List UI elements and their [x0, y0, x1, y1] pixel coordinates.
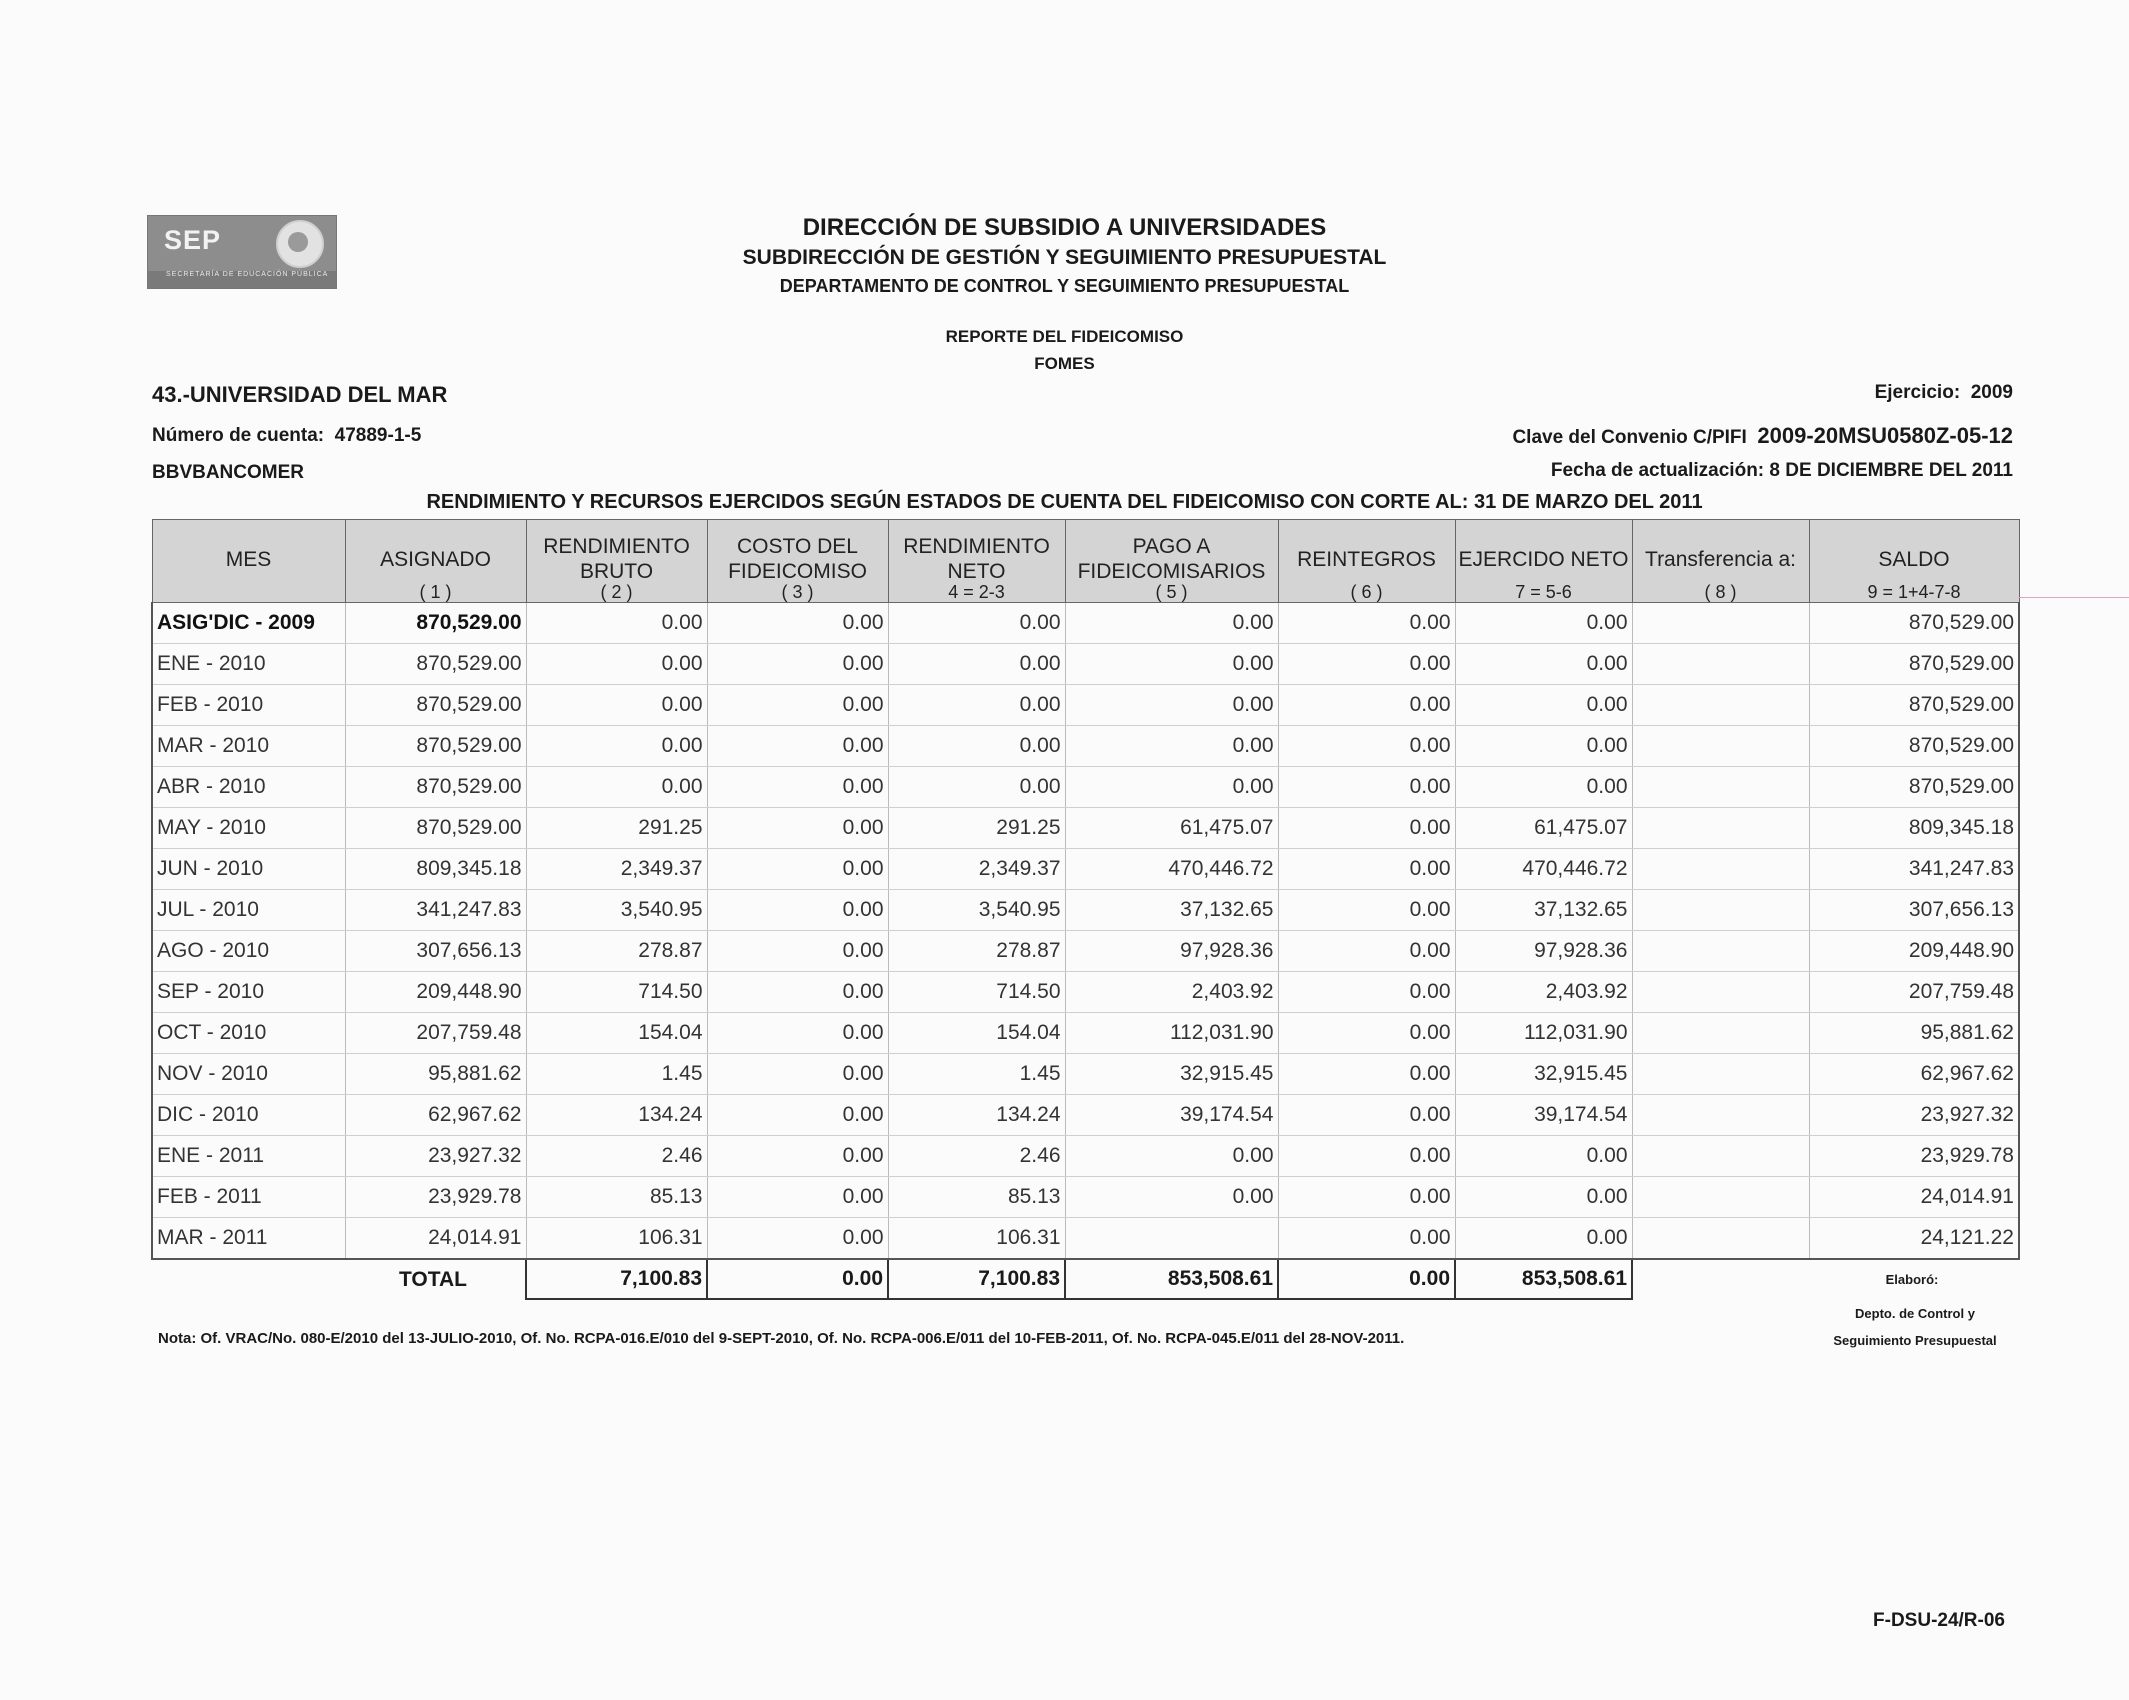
account-value: 47889-1-5 [334, 425, 422, 446]
col-rendimiento-bruto: RENDIMIENTO BRUTO ( 2 ) [526, 520, 707, 603]
row-month: ENE - 2010 [152, 644, 345, 685]
row-month: AGO - 2010 [152, 931, 345, 972]
table-cell: 0.00 [707, 644, 888, 685]
table-cell: 23,927.32 [345, 1136, 526, 1177]
report-title: REPORTE DEL FIDEICOMISO [945, 327, 1184, 346]
table-cell: 32,915.45 [1455, 1054, 1632, 1095]
table-cell: 0.00 [707, 972, 888, 1013]
col-reintegros: REINTEGROS ( 6 ) [1278, 520, 1455, 603]
elaboro-label: Elaboró: [1885, 1272, 1939, 1287]
col-ejercido-neto: EJERCIDO NETO 7 = 5-6 [1455, 520, 1632, 603]
fideicomiso-table [151, 519, 2020, 1300]
table-cell: 0.00 [707, 685, 888, 726]
table-cell: 37,132.65 [1065, 890, 1278, 931]
table-cell: 307,656.13 [345, 931, 526, 972]
totals-row [152, 1259, 2019, 1299]
table-cell [1632, 1095, 1809, 1136]
table-row [152, 890, 2019, 931]
table-cell: 0.00 [526, 685, 707, 726]
table-cell [1632, 1013, 1809, 1054]
update-date [1551, 460, 2013, 482]
table-cell: 0.00 [707, 1095, 888, 1136]
table-cell: 85.13 [888, 1177, 1065, 1218]
table-row [152, 1013, 2019, 1054]
depto-line-2: Seguimiento Presupuestal [1833, 1333, 1997, 1348]
table-cell: 0.00 [1455, 603, 1632, 644]
table-cell: 2.46 [526, 1136, 707, 1177]
table-cell: 209,448.90 [1809, 931, 2019, 972]
table-cell: 0.00 [1278, 1095, 1455, 1136]
table-cell: 62,967.62 [1809, 1054, 2019, 1095]
table-cell: 134.24 [888, 1095, 1065, 1136]
table-cell: 95,881.62 [345, 1054, 526, 1095]
table-cell: 209,448.90 [345, 972, 526, 1013]
table-cell: 0.00 [1278, 767, 1455, 808]
table-cell: 23,929.78 [345, 1177, 526, 1218]
row-month: NOV - 2010 [152, 1054, 345, 1095]
margin-mark [2018, 597, 2129, 598]
col-rendimiento-neto: RENDIMIENTO NETO 4 = 2-3 [888, 520, 1065, 603]
header-department: DEPARTAMENTO DE CONTROL Y SEGUIMIENTO PRESUPUESTAL [779, 276, 1350, 296]
fund-name: FOMES [1034, 354, 1095, 373]
table-row [152, 685, 2019, 726]
table-cell: 870,529.00 [345, 644, 526, 685]
table-cell: 0.00 [1278, 1054, 1455, 1095]
table-cell: 0.00 [1455, 1136, 1632, 1177]
fecha-label: Fecha de actualización: [1550, 460, 1765, 481]
table-cell: 870,529.00 [1809, 767, 2019, 808]
table-cell: 714.50 [526, 972, 707, 1013]
row-month: JUL - 2010 [152, 890, 345, 931]
table-row [152, 726, 2019, 767]
table-cell: 470,446.72 [1065, 849, 1278, 890]
total-costo: 0.00 [707, 1259, 888, 1299]
table-cell: 0.00 [526, 644, 707, 685]
table-cell: 341,247.83 [1809, 849, 2019, 890]
table-cell: 0.00 [707, 726, 888, 767]
table-row [152, 603, 2019, 644]
table-cell: 2,349.37 [526, 849, 707, 890]
table-cell [1632, 685, 1809, 726]
table-cell: 0.00 [1065, 603, 1278, 644]
table-cell: 23,927.32 [1809, 1095, 2019, 1136]
table-cell: 112,031.90 [1065, 1013, 1278, 1054]
table-cell: 0.00 [1278, 1177, 1455, 1218]
row-month: OCT - 2010 [152, 1013, 345, 1054]
elaboro-department [1810, 1300, 2020, 1354]
footnote: Nota: Of. VRAC/No. 080-E/2010 del 13-JULIO-2010, Of. No. RCPA-016.E/010 del 9-SEPT-2010, Of. No. RCPA-006.E/011 del 10-FEB-2011, Of. No. RCPA-045.E/011 del 28-NOV-2011. [158, 1330, 1405, 1347]
ejercicio-label: Ejercicio: [1874, 382, 1961, 403]
table-row [152, 849, 2019, 890]
table-cell [1632, 849, 1809, 890]
table-cell: 307,656.13 [1809, 890, 2019, 931]
table-cell: 0.00 [707, 1218, 888, 1260]
table-cell [1632, 1136, 1809, 1177]
table-cell: 0.00 [1278, 1013, 1455, 1054]
table-cell: 24,121.22 [1809, 1218, 2019, 1260]
table-cell: 291.25 [888, 808, 1065, 849]
table-cell: 2,403.92 [1065, 972, 1278, 1013]
table-cell: 0.00 [1065, 726, 1278, 767]
table-cell: 870,529.00 [1809, 726, 2019, 767]
table-row [152, 972, 2019, 1013]
table-cell: 61,475.07 [1455, 808, 1632, 849]
table-cell: 870,529.00 [1809, 685, 2019, 726]
table-cell: 0.00 [707, 808, 888, 849]
table-cell: 0.00 [1278, 644, 1455, 685]
table-cell: 61,475.07 [1065, 808, 1278, 849]
table-cell: 112,031.90 [1455, 1013, 1632, 1054]
table-cell: 470,446.72 [1455, 849, 1632, 890]
university-name: 43.-UNIVERSIDAD DEL MAR [152, 382, 448, 407]
table-cell: 32,915.45 [1065, 1054, 1278, 1095]
table-cell: 0.00 [1455, 1218, 1632, 1260]
table-cell: 0.00 [1065, 767, 1278, 808]
row-month: SEP - 2010 [152, 972, 345, 1013]
table-cell: 0.00 [1278, 808, 1455, 849]
table-cell: 85.13 [526, 1177, 707, 1218]
table-cell: 0.00 [1455, 767, 1632, 808]
table-cell: 2,403.92 [1455, 972, 1632, 1013]
table-cell: 0.00 [1278, 972, 1455, 1013]
total-label: TOTAL [398, 1267, 468, 1291]
total-rendimiento-neto: 7,100.83 [888, 1259, 1065, 1299]
table-cell: 0.00 [707, 849, 888, 890]
table-cell: 0.00 [1455, 644, 1632, 685]
total-reintegros: 0.00 [1278, 1259, 1455, 1299]
table-cell: 0.00 [1455, 1177, 1632, 1218]
table-cell [1632, 931, 1809, 972]
table-cell: 134.24 [526, 1095, 707, 1136]
table-cell: 207,759.48 [345, 1013, 526, 1054]
ejercicio [1875, 382, 2013, 404]
table-cell: 714.50 [888, 972, 1065, 1013]
form-code: F-DSU-24/R-06 [1873, 1610, 2005, 1631]
table-cell [1632, 726, 1809, 767]
table-row [152, 1054, 2019, 1095]
row-month: ENE - 2011 [152, 1136, 345, 1177]
table-cell: 870,529.00 [345, 603, 526, 644]
row-month: DIC - 2010 [152, 1095, 345, 1136]
table-cell: 0.00 [1278, 890, 1455, 931]
table-cell: 0.00 [707, 1177, 888, 1218]
table-cell [1632, 890, 1809, 931]
table-cell: 870,529.00 [345, 808, 526, 849]
table-cell: 0.00 [1278, 603, 1455, 644]
table-cell: 0.00 [888, 726, 1065, 767]
table-cell: 0.00 [1065, 1136, 1278, 1177]
table-cell: 1.45 [888, 1054, 1065, 1095]
table-header-row [152, 520, 2019, 603]
table-cell: 0.00 [707, 1136, 888, 1177]
clave-value: 2009-20MSU0580Z-05-12 [1757, 423, 2013, 448]
table-cell: 0.00 [1065, 1177, 1278, 1218]
table-cell: 870,529.00 [345, 767, 526, 808]
table-cell [1632, 603, 1809, 644]
table-cell [1632, 972, 1809, 1013]
row-month: ABR - 2010 [152, 767, 345, 808]
table-cell: 3,540.95 [526, 890, 707, 931]
table-cell: 0.00 [1278, 726, 1455, 767]
table-cell: 809,345.18 [345, 849, 526, 890]
col-transferencia: Transferencia a: ( 8 ) [1632, 520, 1809, 603]
fecha-value: 8 DE DICIEMBRE DEL 2011 [1769, 460, 2013, 481]
account-number [152, 425, 421, 447]
table-cell [1632, 767, 1809, 808]
table-cell: 0.00 [1278, 685, 1455, 726]
table-cell: 97,928.36 [1455, 931, 1632, 972]
table-cell: 0.00 [888, 767, 1065, 808]
table-cell: 39,174.54 [1065, 1095, 1278, 1136]
total-pago: 853,508.61 [1065, 1259, 1278, 1299]
table-cell [1632, 1177, 1809, 1218]
table-cell: 23,929.78 [1809, 1136, 2019, 1177]
table-row [152, 931, 2019, 972]
table-cell: 0.00 [526, 603, 707, 644]
table-cell: 0.00 [1065, 644, 1278, 685]
col-costo-fideicomiso: COSTO DEL FIDEICOMISO ( 3 ) [707, 520, 888, 603]
header-subtitle: SUBDIRECCIÓN DE GESTIÓN Y SEGUIMIENTO PRESUPUESTAL [742, 246, 1387, 269]
table-row [152, 1136, 2019, 1177]
table-cell: 0.00 [888, 603, 1065, 644]
table-cell: 0.00 [707, 603, 888, 644]
col-asignado: ASIGNADO ( 1 ) [345, 520, 526, 603]
table-cell: 0.00 [1455, 726, 1632, 767]
table-cell [1632, 1218, 1809, 1260]
table-cell: 870,529.00 [1809, 603, 2019, 644]
ejercicio-value: 2009 [1970, 382, 2013, 403]
table-cell: 39,174.54 [1455, 1095, 1632, 1136]
table-cell: 0.00 [1278, 1136, 1455, 1177]
table-cell: 37,132.65 [1455, 890, 1632, 931]
col-mes: MES [152, 520, 345, 603]
table-cell: 207,759.48 [1809, 972, 2019, 1013]
table-row [152, 767, 2019, 808]
header-title: DIRECCIÓN DE SUBSIDIO A UNIVERSIDADES [802, 214, 1327, 241]
logo-text: SEP [164, 225, 222, 255]
table-cell: 0.00 [707, 931, 888, 972]
row-month: ASIG'DIC - 2009 [152, 603, 345, 644]
depto-line-1: Depto. de Control y [1855, 1306, 1975, 1321]
table-cell: 0.00 [1455, 685, 1632, 726]
table-cell: 0.00 [526, 726, 707, 767]
row-month: MAY - 2010 [152, 808, 345, 849]
table-cell: 341,247.83 [345, 890, 526, 931]
table-cell: 870,529.00 [1809, 644, 2019, 685]
table-row [152, 1177, 2019, 1218]
table-cell [1632, 644, 1809, 685]
row-month: MAR - 2011 [152, 1218, 345, 1260]
table-cell: 278.87 [888, 931, 1065, 972]
table-cell: 3,540.95 [888, 890, 1065, 931]
logo-tagline: SECRETARÍA DE EDUCACIÓN PÚBLICA [148, 271, 336, 288]
table-cell: 870,529.00 [345, 726, 526, 767]
table-cell: 0.00 [1065, 685, 1278, 726]
table-cell: 0.00 [1278, 849, 1455, 890]
total-rendimiento-bruto: 7,100.83 [526, 1259, 707, 1299]
table-cell: 0.00 [888, 644, 1065, 685]
table-cell: 106.31 [526, 1218, 707, 1260]
table-cell [1065, 1218, 1278, 1260]
convenio-key [1512, 423, 2013, 449]
col-pago-fideicomisarios: PAGO A FIDEICOMISARIOS ( 5 ) [1065, 520, 1278, 603]
table-cell: 809,345.18 [1809, 808, 2019, 849]
row-month: FEB - 2010 [152, 685, 345, 726]
table-cell [1632, 1054, 1809, 1095]
table-cell: 0.00 [526, 767, 707, 808]
table-row [152, 1218, 2019, 1260]
table-subtitle: RENDIMIENTO Y RECURSOS EJERCIDOS SEGÚN ESTADOS DE CUENTA DEL FIDEICOMISO CON CORTE AL: 31 DE MARZO DEL 2011 [426, 491, 1703, 513]
table-cell: 2,349.37 [888, 849, 1065, 890]
table-cell: 1.45 [526, 1054, 707, 1095]
table-cell: 0.00 [707, 1013, 888, 1054]
account-label: Número de cuenta: [152, 425, 325, 446]
table-cell [1632, 808, 1809, 849]
table-cell: 0.00 [707, 767, 888, 808]
table-cell: 24,014.91 [345, 1218, 526, 1260]
row-month: JUN - 2010 [152, 849, 345, 890]
table-cell: 2.46 [888, 1136, 1065, 1177]
table-cell: 95,881.62 [1809, 1013, 2019, 1054]
clave-label: Clave del Convenio C/PIFI [1512, 427, 1747, 448]
table-cell: 0.00 [888, 685, 1065, 726]
row-month: FEB - 2011 [152, 1177, 345, 1218]
table-cell: 870,529.00 [345, 685, 526, 726]
table-cell: 278.87 [526, 931, 707, 972]
table-cell: 154.04 [526, 1013, 707, 1054]
total-ejercido-neto: 853,508.61 [1455, 1259, 1632, 1299]
table-cell: 62,967.62 [345, 1095, 526, 1136]
table-cell: 291.25 [526, 808, 707, 849]
table-cell: 0.00 [707, 1054, 888, 1095]
table-cell: 97,928.36 [1065, 931, 1278, 972]
col-saldo: SALDO 9 = 1+4-7-8 [1809, 520, 2019, 603]
table-row [152, 644, 2019, 685]
table-cell: 0.00 [1278, 1218, 1455, 1260]
table-cell: 0.00 [1278, 931, 1455, 972]
table-cell: 0.00 [707, 890, 888, 931]
table-cell: 106.31 [888, 1218, 1065, 1260]
table-row [152, 1095, 2019, 1136]
table-cell: 24,014.91 [1809, 1177, 2019, 1218]
table-row [152, 808, 2019, 849]
bank-name: BBVBANCOMER [152, 462, 304, 483]
row-month: MAR - 2010 [152, 726, 345, 767]
table-cell: 154.04 [888, 1013, 1065, 1054]
